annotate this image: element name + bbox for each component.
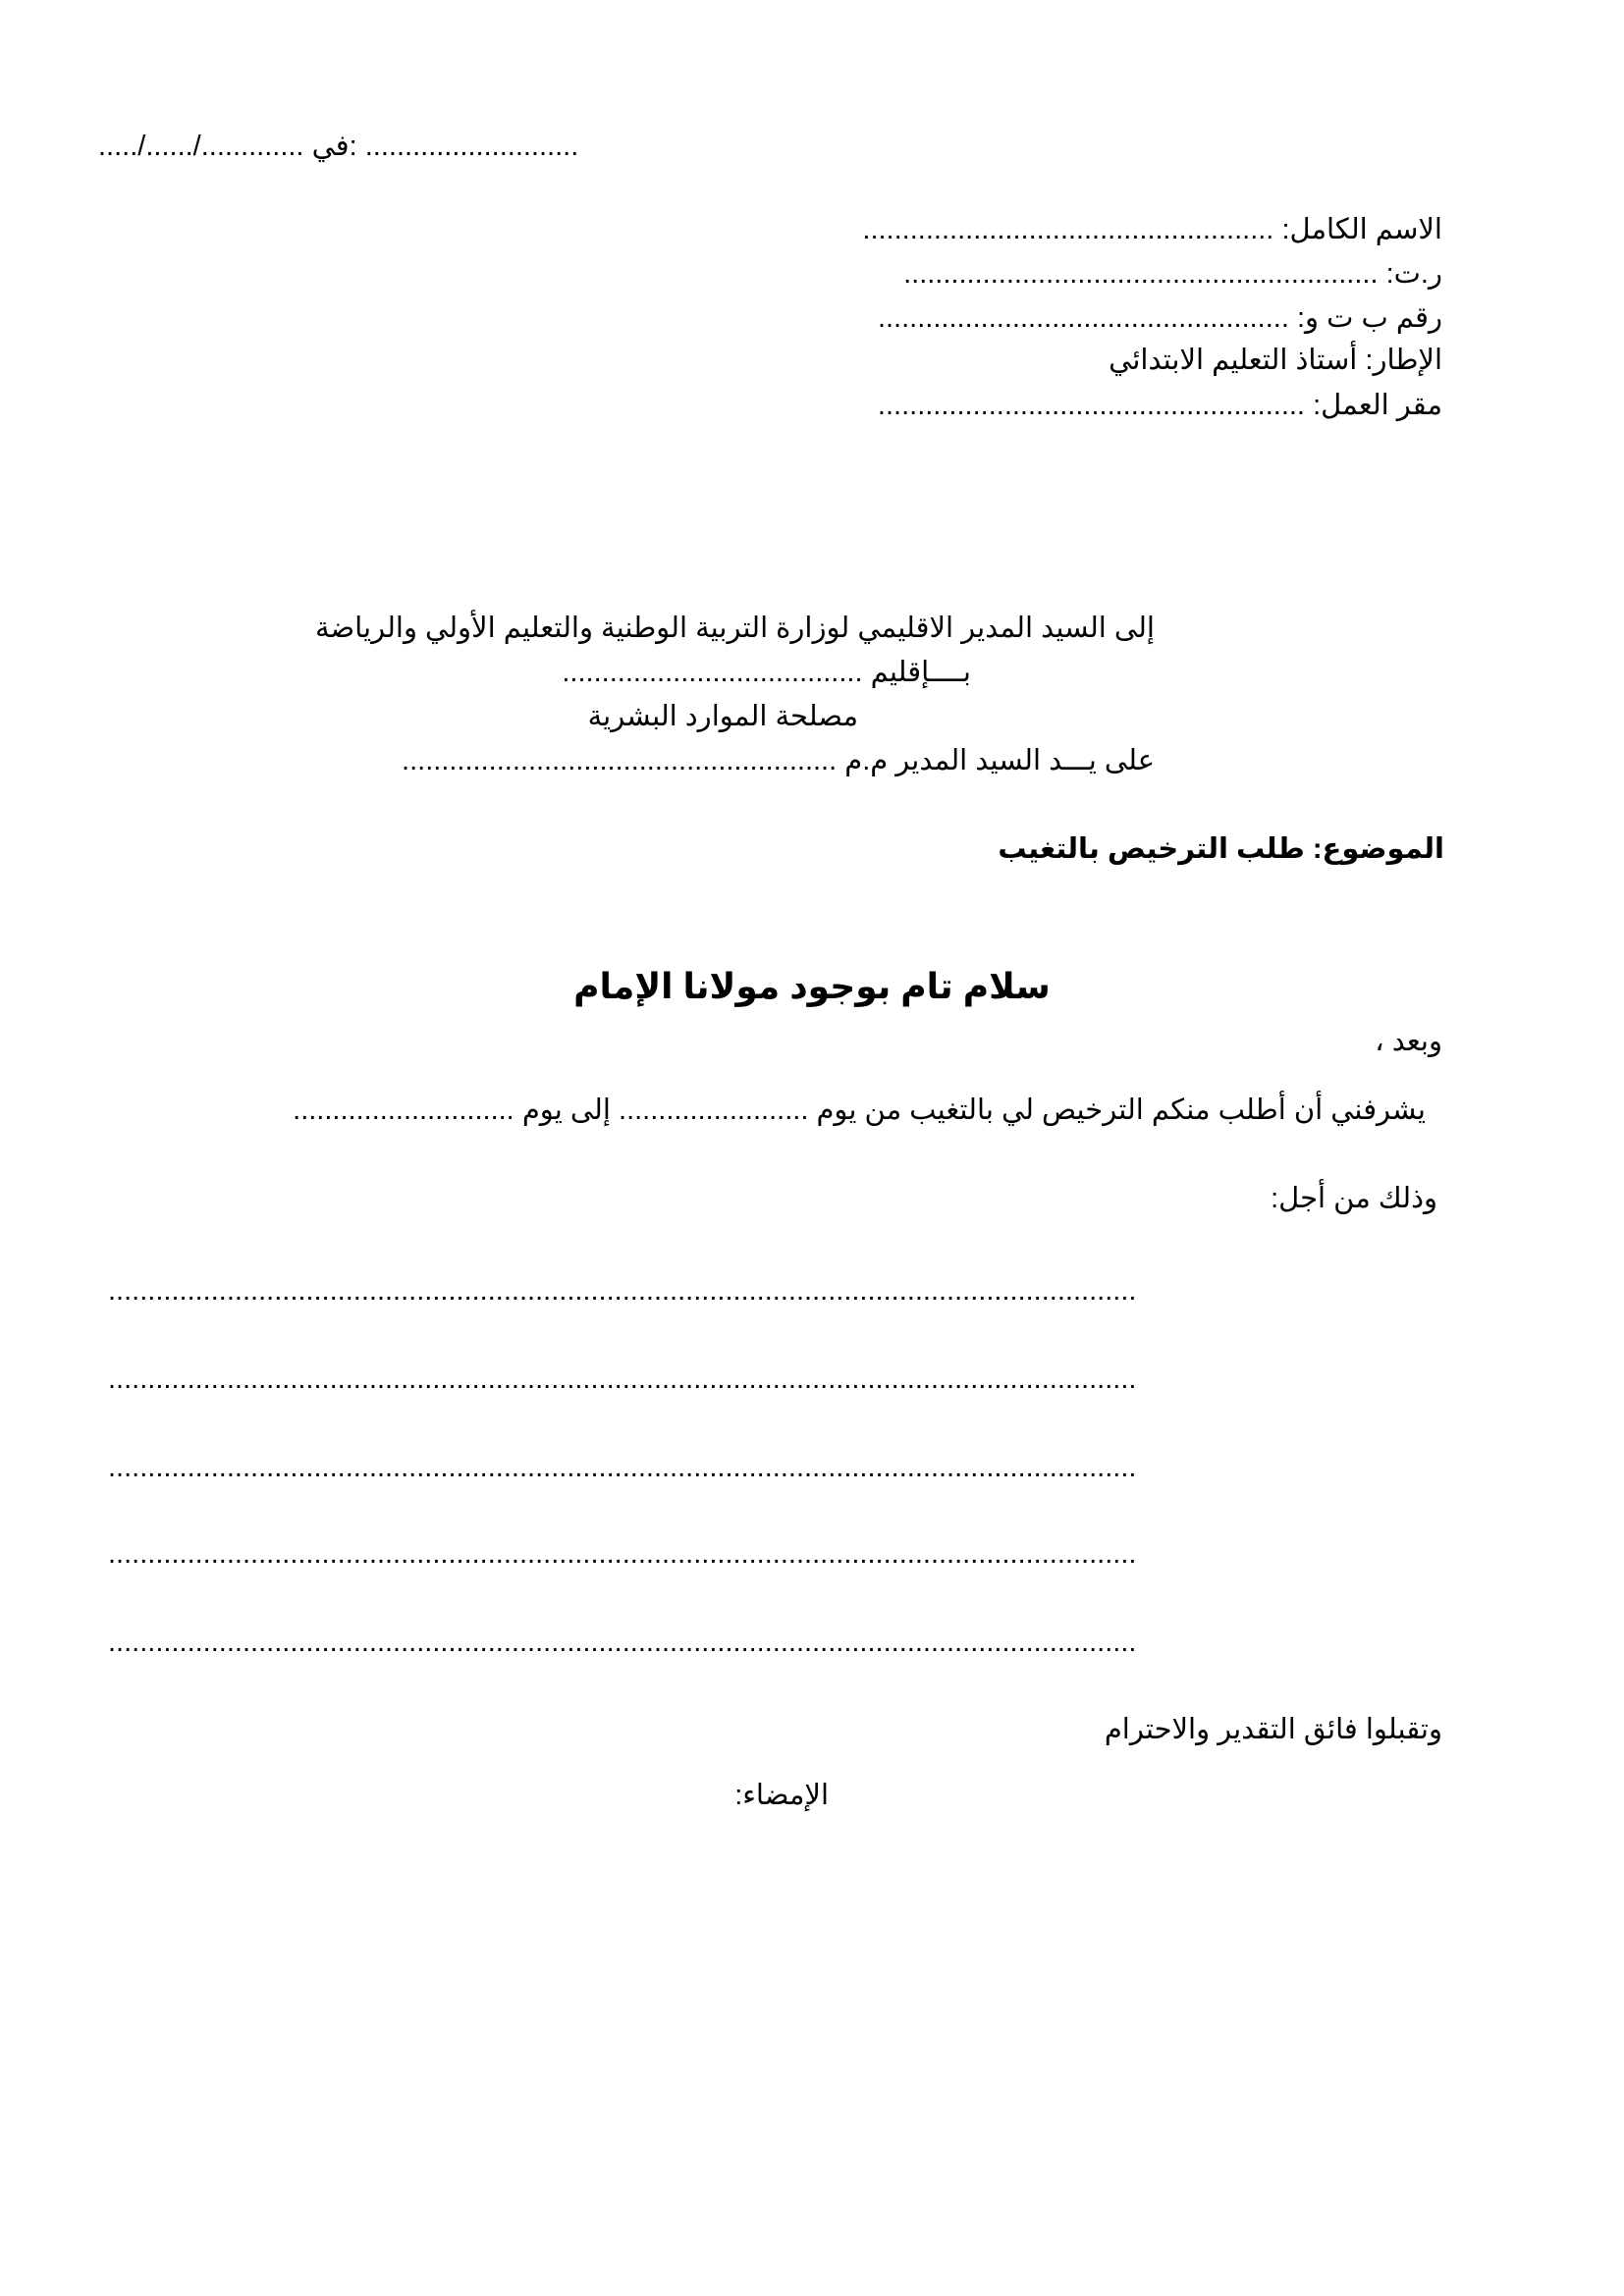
workplace-label: مقر العمل:: [1313, 390, 1442, 421]
recipient-via-dots: .......................................................: [402, 745, 838, 776]
date-place-dots: ...........................: [364, 131, 579, 162]
reason-line: ..................................................................................................................................: [108, 1538, 1137, 1570]
reason-line: ..................................................................................................................................: [108, 1363, 1137, 1395]
subject-value: طلب الترخيص بالتغيب: [998, 833, 1305, 865]
subject-line: [561, 832, 1444, 866]
date-value: ...../....../.............: [98, 131, 304, 162]
framework-value: أستاذ التعليم الابتدائي: [1109, 345, 1358, 376]
full-name-value: ....................................................: [862, 214, 1274, 245]
full-name-line: [559, 213, 1442, 246]
reason-line: ..................................................................................................................................: [108, 1627, 1137, 1658]
id-number-line: [559, 301, 1442, 335]
date-label: في:: [311, 131, 357, 162]
rt-line: [559, 257, 1442, 291]
subject-label: الموضوع:: [1312, 833, 1444, 865]
request-to-dots: ............................: [293, 1095, 514, 1126]
recipient-line-2: [186, 656, 971, 689]
full-name-label: الاسم الكامل:: [1281, 214, 1442, 245]
rt-label: ر.ت:: [1385, 258, 1442, 290]
after-greeting: وبعد ،: [1375, 1026, 1442, 1057]
framework-label: الإطار:: [1365, 345, 1442, 376]
id-number-value: ....................................................: [877, 302, 1289, 334]
reason-label: وذلك من أجل:: [1271, 1183, 1437, 1214]
workplace-line: [559, 389, 1442, 422]
recipient-line-1: إلى السيد المدير الاقليمي لوزارة التربية الوطنية والتعليم الأولي والرياضة: [315, 613, 1155, 644]
signature-label: الإمضاء:: [734, 1780, 829, 1811]
request-text: يشرفني أن أطلب منكم الترخيص لي بالتغيب من يوم: [816, 1095, 1426, 1126]
recipient-province-prefix: بــــإقليم: [870, 657, 971, 688]
reason-line: ..................................................................................................................................: [108, 1275, 1137, 1307]
recipient-line-4: [173, 744, 1155, 777]
greeting-title: سلام تام بوجود مولانا الإمام: [573, 966, 1051, 1006]
request-from-dots: ........................: [619, 1095, 809, 1126]
framework-line: [559, 344, 1442, 377]
recipient-line-3: مصلحة الموارد البشرية: [587, 701, 858, 732]
date-line: [98, 130, 578, 163]
recipient-via-prefix: على يـــد السيد المدير م.م: [844, 745, 1155, 776]
request-line: [51, 1094, 1426, 1127]
recipient-province-dots: ......................................: [562, 657, 863, 688]
request-to-label: إلى يوم: [521, 1095, 611, 1126]
closing-line: وتقبلوا فائق التقدير والاحترام: [1104, 1714, 1442, 1745]
workplace-value: ......................................................: [877, 390, 1305, 421]
id-number-label: رقم ب ت و:: [1296, 302, 1442, 334]
rt-value: ............................................................: [903, 258, 1379, 290]
reason-line: ..................................................................................................................................: [108, 1452, 1137, 1483]
